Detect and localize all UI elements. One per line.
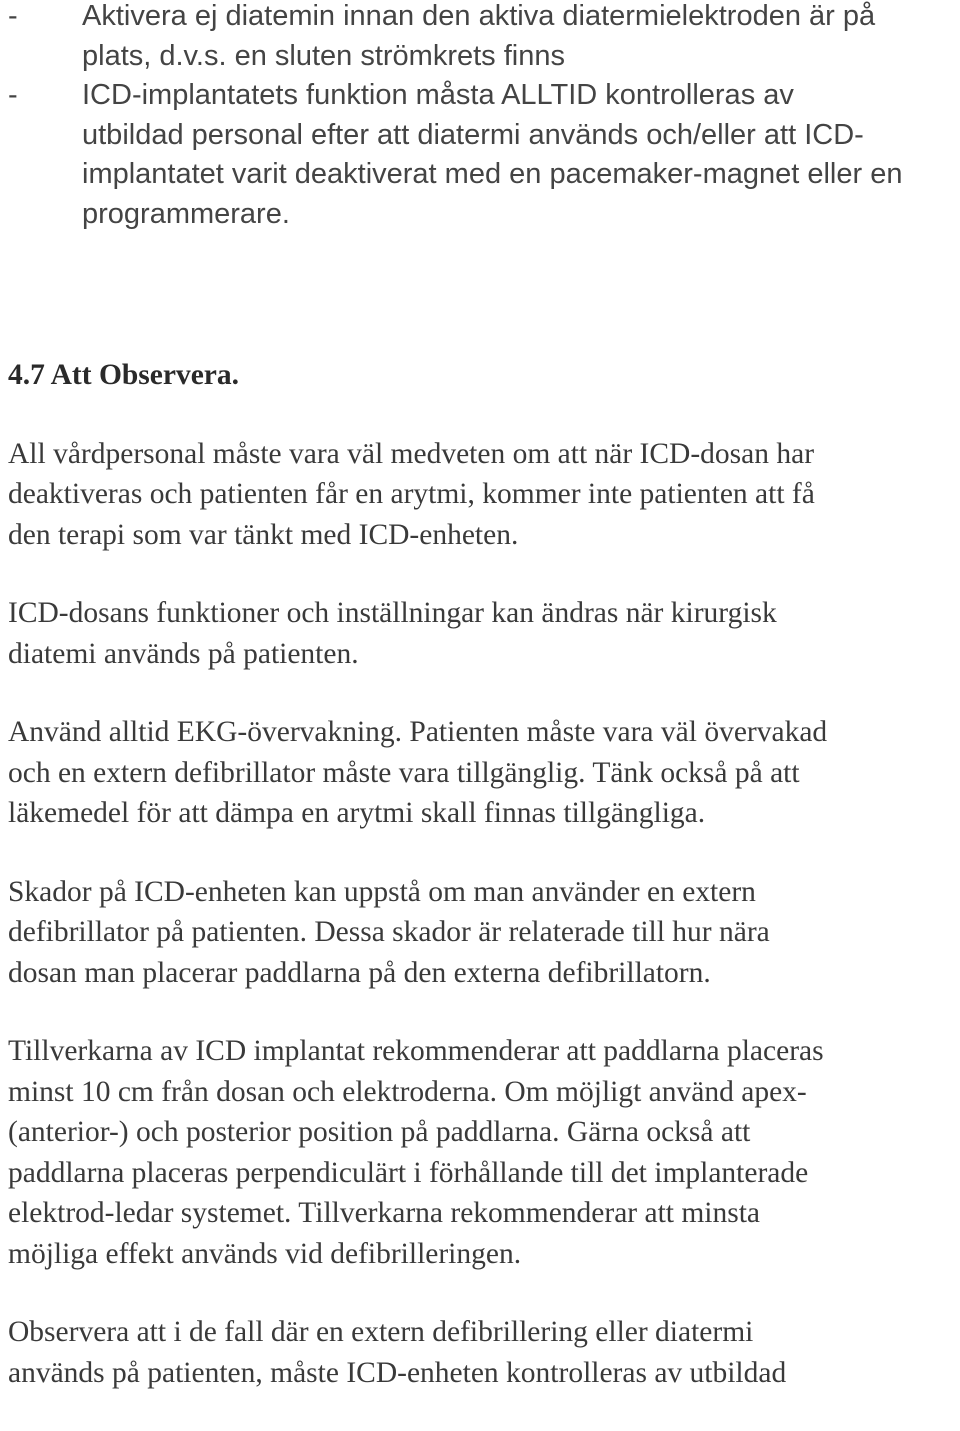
text-line: den terapi som var tänkt med ICD-enheten. — [8, 518, 519, 551]
paragraph — [8, 1312, 958, 1393]
paragraph — [8, 593, 958, 674]
text-line: Tillverkarna av ICD implantat rekommenderar att paddlarna placeras — [8, 1035, 824, 1067]
bullet-dash: - — [8, 0, 18, 32]
text-line: deaktiveras och patienten får en arytmi, kommer inte patienten att få — [8, 478, 815, 510]
text-line: elektrod-ledar systemet. Tillverkarna rekommenderar att minsta — [8, 1197, 761, 1229]
bullet-list — [8, 0, 958, 234]
text-line: (anterior-) och posterior position på paddlarna. Gärna också att — [8, 1116, 751, 1148]
text-line: programmerare. — [82, 197, 290, 230]
text-line: ICD-dosans funktioner och inställningar kan ändras när kirurgisk — [8, 597, 777, 629]
text-line: Observera att i de fall där en extern defibrillering eller diatermi — [8, 1316, 754, 1348]
text-line: Aktivera ej diatemin innan den aktiva diatermielektroden är på — [82, 0, 876, 32]
bullet-item — [8, 0, 958, 76]
paragraph — [8, 872, 958, 994]
text-line: och en extern defibrillator måste vara tillgänglig. Tänk också på att — [8, 756, 800, 789]
text-line: minst 10 cm från dosan och elektroderna. Om möjligt använd apex- — [8, 1075, 807, 1108]
text-line: All vårdpersonal måste vara väl medveten om att när ICD-dosan har — [8, 437, 815, 470]
bullet-item — [8, 76, 958, 234]
text-line: utbildad personal efter att diatermi används och/eller att ICD- — [82, 118, 864, 151]
section-heading: 4.7 Att Observera. — [8, 359, 240, 391]
bullet-dash: - — [8, 79, 18, 111]
paragraph — [8, 1031, 958, 1274]
section-4-7 — [8, 355, 958, 1431]
text-line: ICD-implantatets funktion måsta ALLTID kontrolleras av — [82, 79, 794, 111]
text-line: defibrillator på patienten. Dessa skador är relaterade till hur nära — [8, 916, 770, 948]
text-line: implantatet varit deaktiverat med en pacemaker-magnet eller en — [82, 158, 903, 190]
bullet-text — [82, 76, 958, 234]
text-line: möjliga effekt används vid defibrilleringen. — [8, 1237, 522, 1270]
text-line: paddlarna placeras perpendiculärt i förhållande till det implanterade — [8, 1156, 809, 1189]
text-line: dosan man placerar paddlarna på den externa defibrillatorn. — [8, 956, 711, 989]
paragraph — [8, 712, 958, 834]
bullet-text — [82, 0, 958, 76]
text-line: diatemi används på patienten. — [8, 637, 359, 670]
text-line: läkemedel för att dämpa en arytmi skall finnas tillgängliga. — [8, 797, 706, 829]
text-line: Använd alltid EKG-övervakning. Patienten måste vara väl övervakad — [8, 716, 828, 748]
text-line: Skador på ICD-enheten kan uppstå om man använder en extern — [8, 875, 756, 908]
paragraph — [8, 434, 958, 556]
text-line: plats, d.v.s. en sluten strömkrets finns — [82, 39, 565, 72]
text-line: används på patienten, måste ICD-enheten kontrolleras av utbildad — [8, 1356, 787, 1389]
